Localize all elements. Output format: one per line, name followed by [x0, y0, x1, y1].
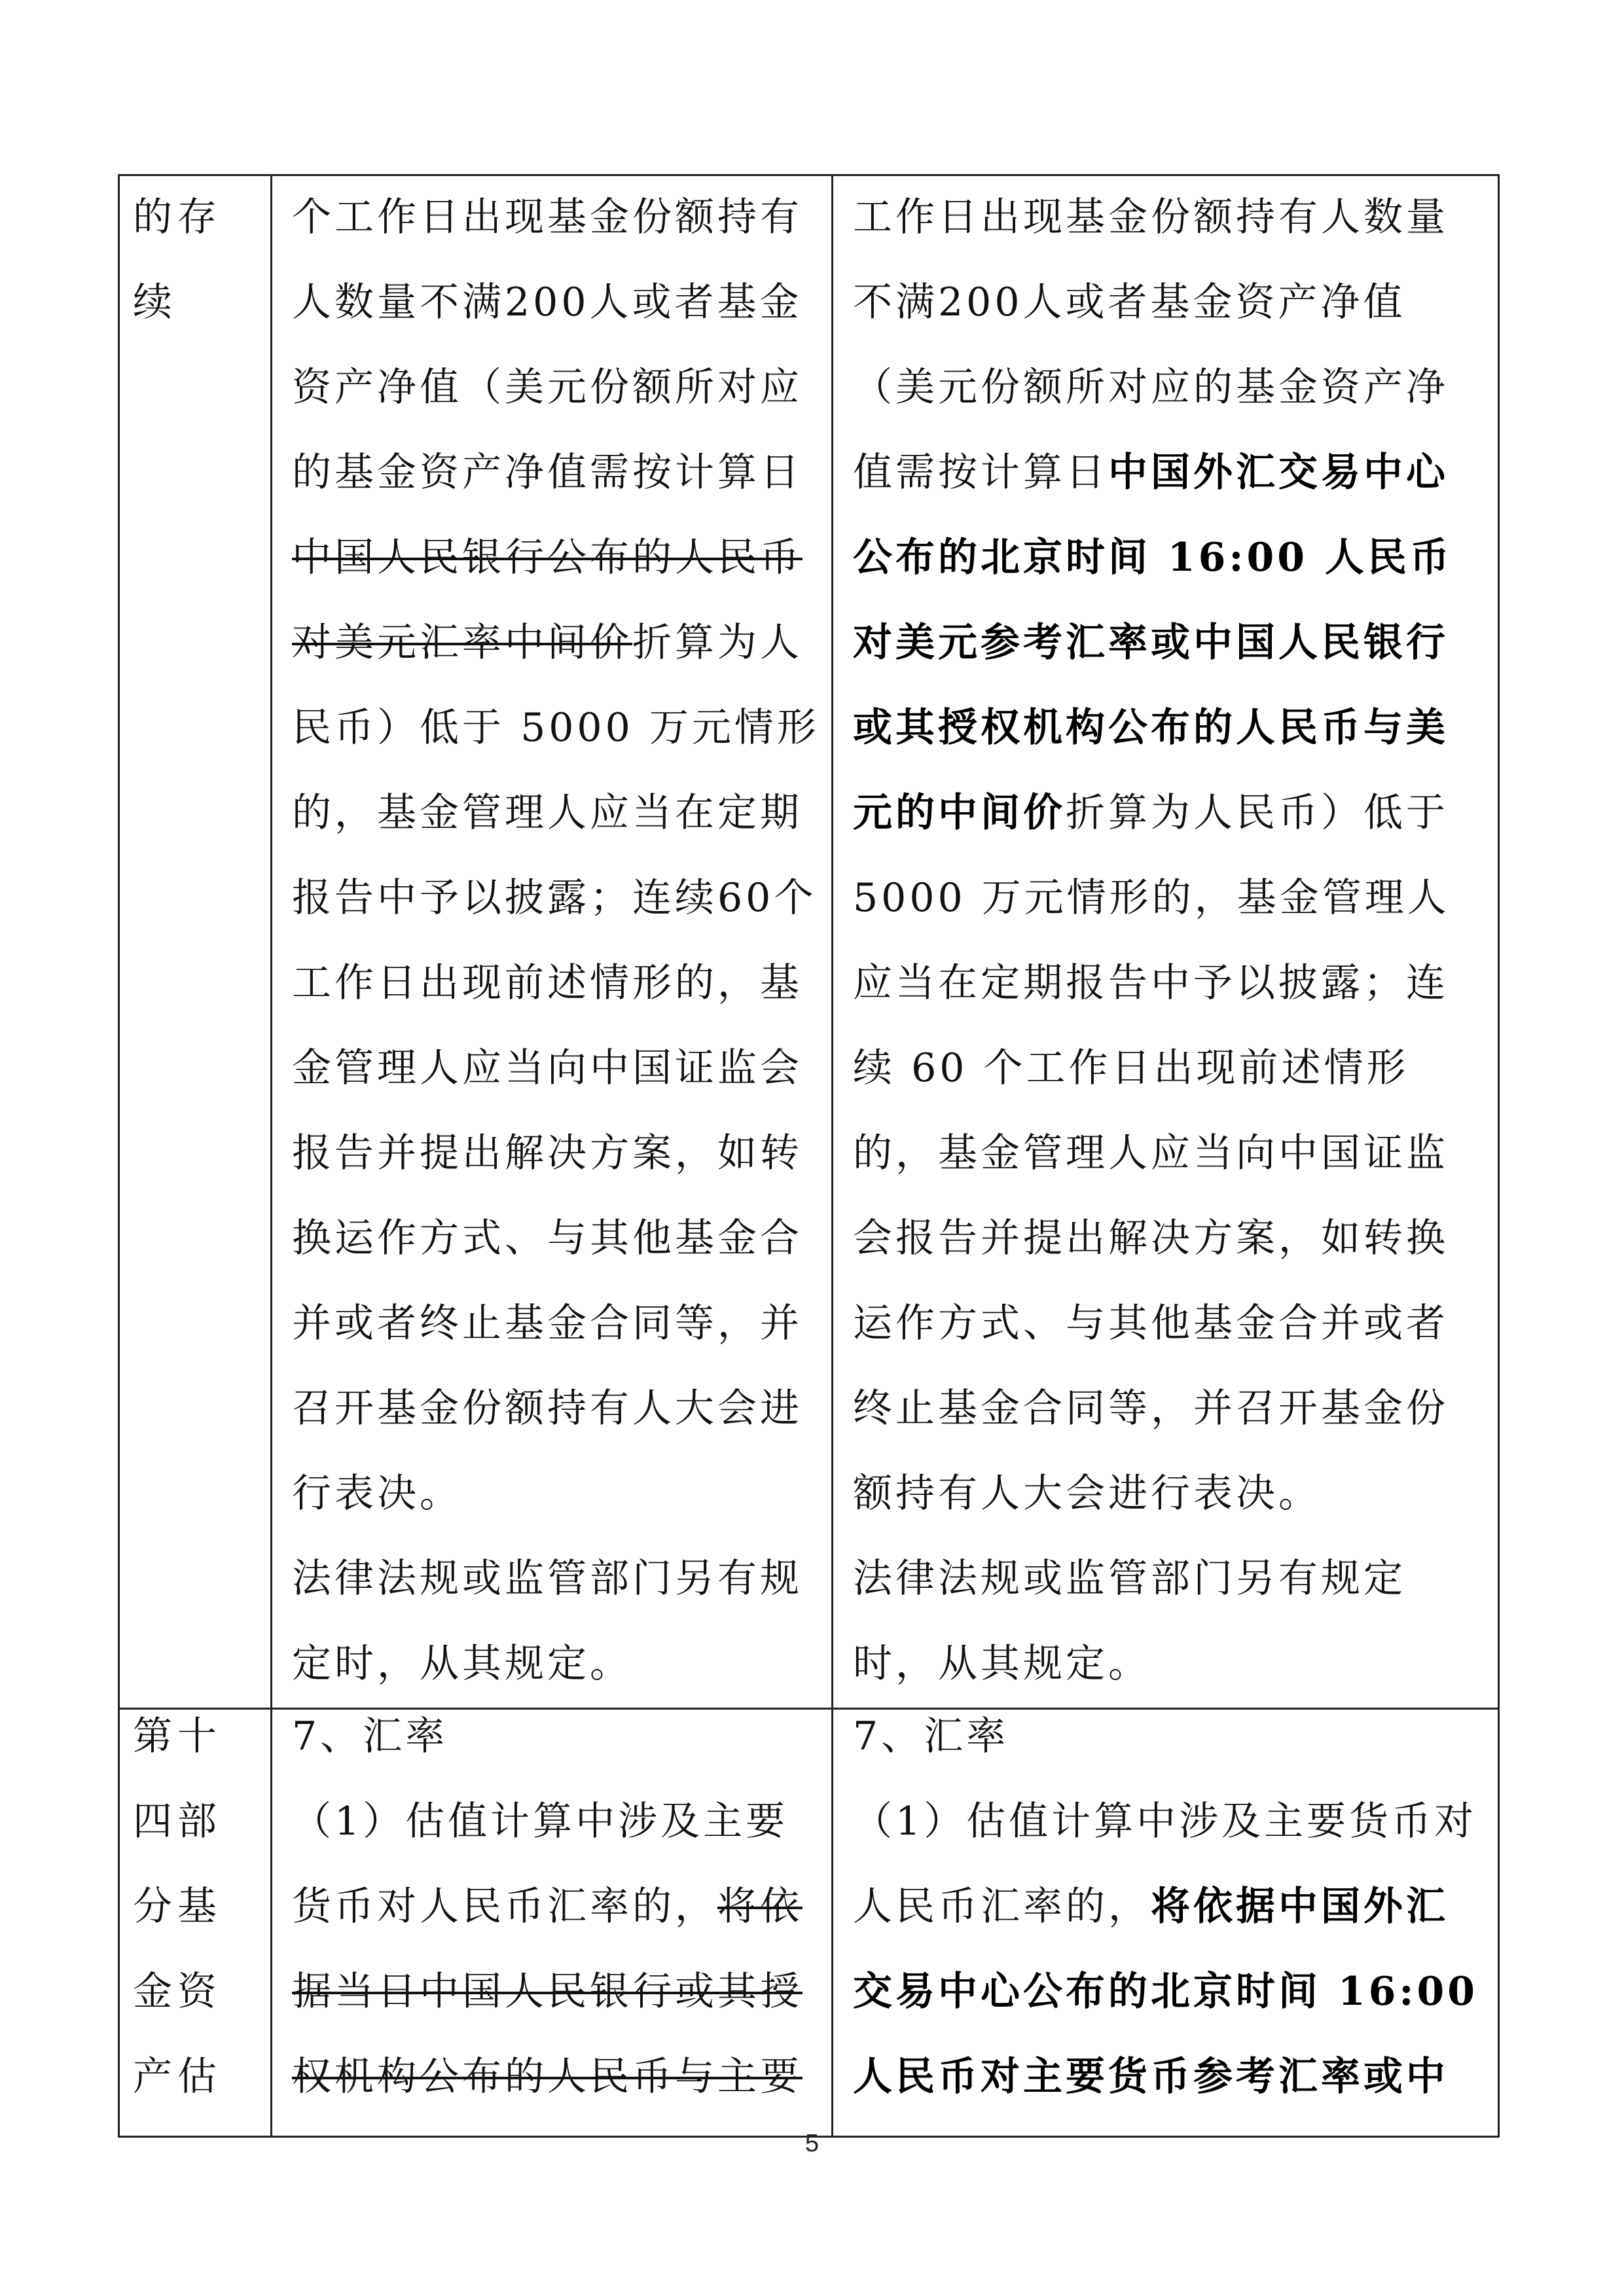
original-paragraph — [292, 175, 820, 1536]
section-label: 第十四部分基金资产估 — [133, 1713, 222, 2100]
section-cell — [119, 1709, 272, 2137]
section-cell — [119, 175, 272, 1709]
revised-text: （1）估值计算中涉及主要货币对人民币汇率的， — [853, 1799, 1477, 1929]
amendment-comparison-table — [118, 174, 1500, 2138]
clause-heading: 7、汇率 — [292, 1713, 448, 1759]
deleted-text: 中国人民银行公布的人民币对美元汇率中间价 — [292, 535, 803, 666]
original-text: 个工作日出现基金份额持有人数量不满200人或者基金资产净值（美元份额所对应的基金资产净值需按计算日 — [292, 194, 803, 495]
page-number: 5 — [804, 2130, 820, 2157]
original-paragraph: 法律法规或监管部门另有规定时，从其规定。 — [292, 1556, 803, 1687]
inserted-text: 中国外汇交易中心公布的北京时间 16:00 人民币对美元参考汇率或中国人民银行或其授权机构公布的人民币与美元的中间价 — [853, 450, 1453, 836]
revised-paragraph — [853, 1779, 1489, 2119]
deleted-text: 将依据当日中国人民银行或其授权机构公布的人民币与主要 — [292, 1884, 803, 2100]
inserted-text: 将依据中国外汇交易中心公布的北京时间 16:00 人民币对主要货币参考汇率或中 — [853, 1884, 1479, 2100]
section-label: 的存续 — [133, 194, 222, 325]
revised-text: 工作日出现基金份额持有人数量不满200人或者基金资产净值（美元份额所对应的基金资产净值需按计算日 — [853, 194, 1449, 495]
revised-paragraph — [853, 175, 1489, 1536]
revised-text-cell — [833, 175, 1499, 1709]
clause-heading: 7、汇率 — [853, 1713, 1009, 1759]
original-text: 折算为人民币）低于 5000 万元情形的，基金管理人应当在定期报告中予以披露；连续60个工作日出现前述情形的，基金管理人应当向中国证监会报告并提出解决方案，如转换运作方式、与其他基金合并或者终止基金合同等，并召开基金份额持有人大会进行表决。 — [292, 620, 820, 1516]
table-row — [119, 175, 1499, 1709]
table-row — [119, 1709, 1499, 2137]
original-text: （1）估值计算中涉及主要货币对人民币汇率的， — [292, 1799, 789, 1929]
revised-text: 折算为人民币）低于 5000 万元情形的，基金管理人应当在定期报告中予以披露；连续 60 个工作日出现前述情形的，基金管理人应当向中国证监会报告并提出解决方案，如转换运作方式、与其他基金合并或者终止基金合同等，并召开基金份额持有人大会进行表决。 — [853, 790, 1450, 1516]
original-paragraph — [292, 1779, 820, 2119]
revised-text-cell — [833, 1709, 1499, 2137]
revised-paragraph: 法律法规或监管部门另有规定时，从其规定。 — [853, 1556, 1406, 1687]
original-text-cell — [272, 1709, 833, 2137]
original-text-cell — [272, 175, 833, 1709]
